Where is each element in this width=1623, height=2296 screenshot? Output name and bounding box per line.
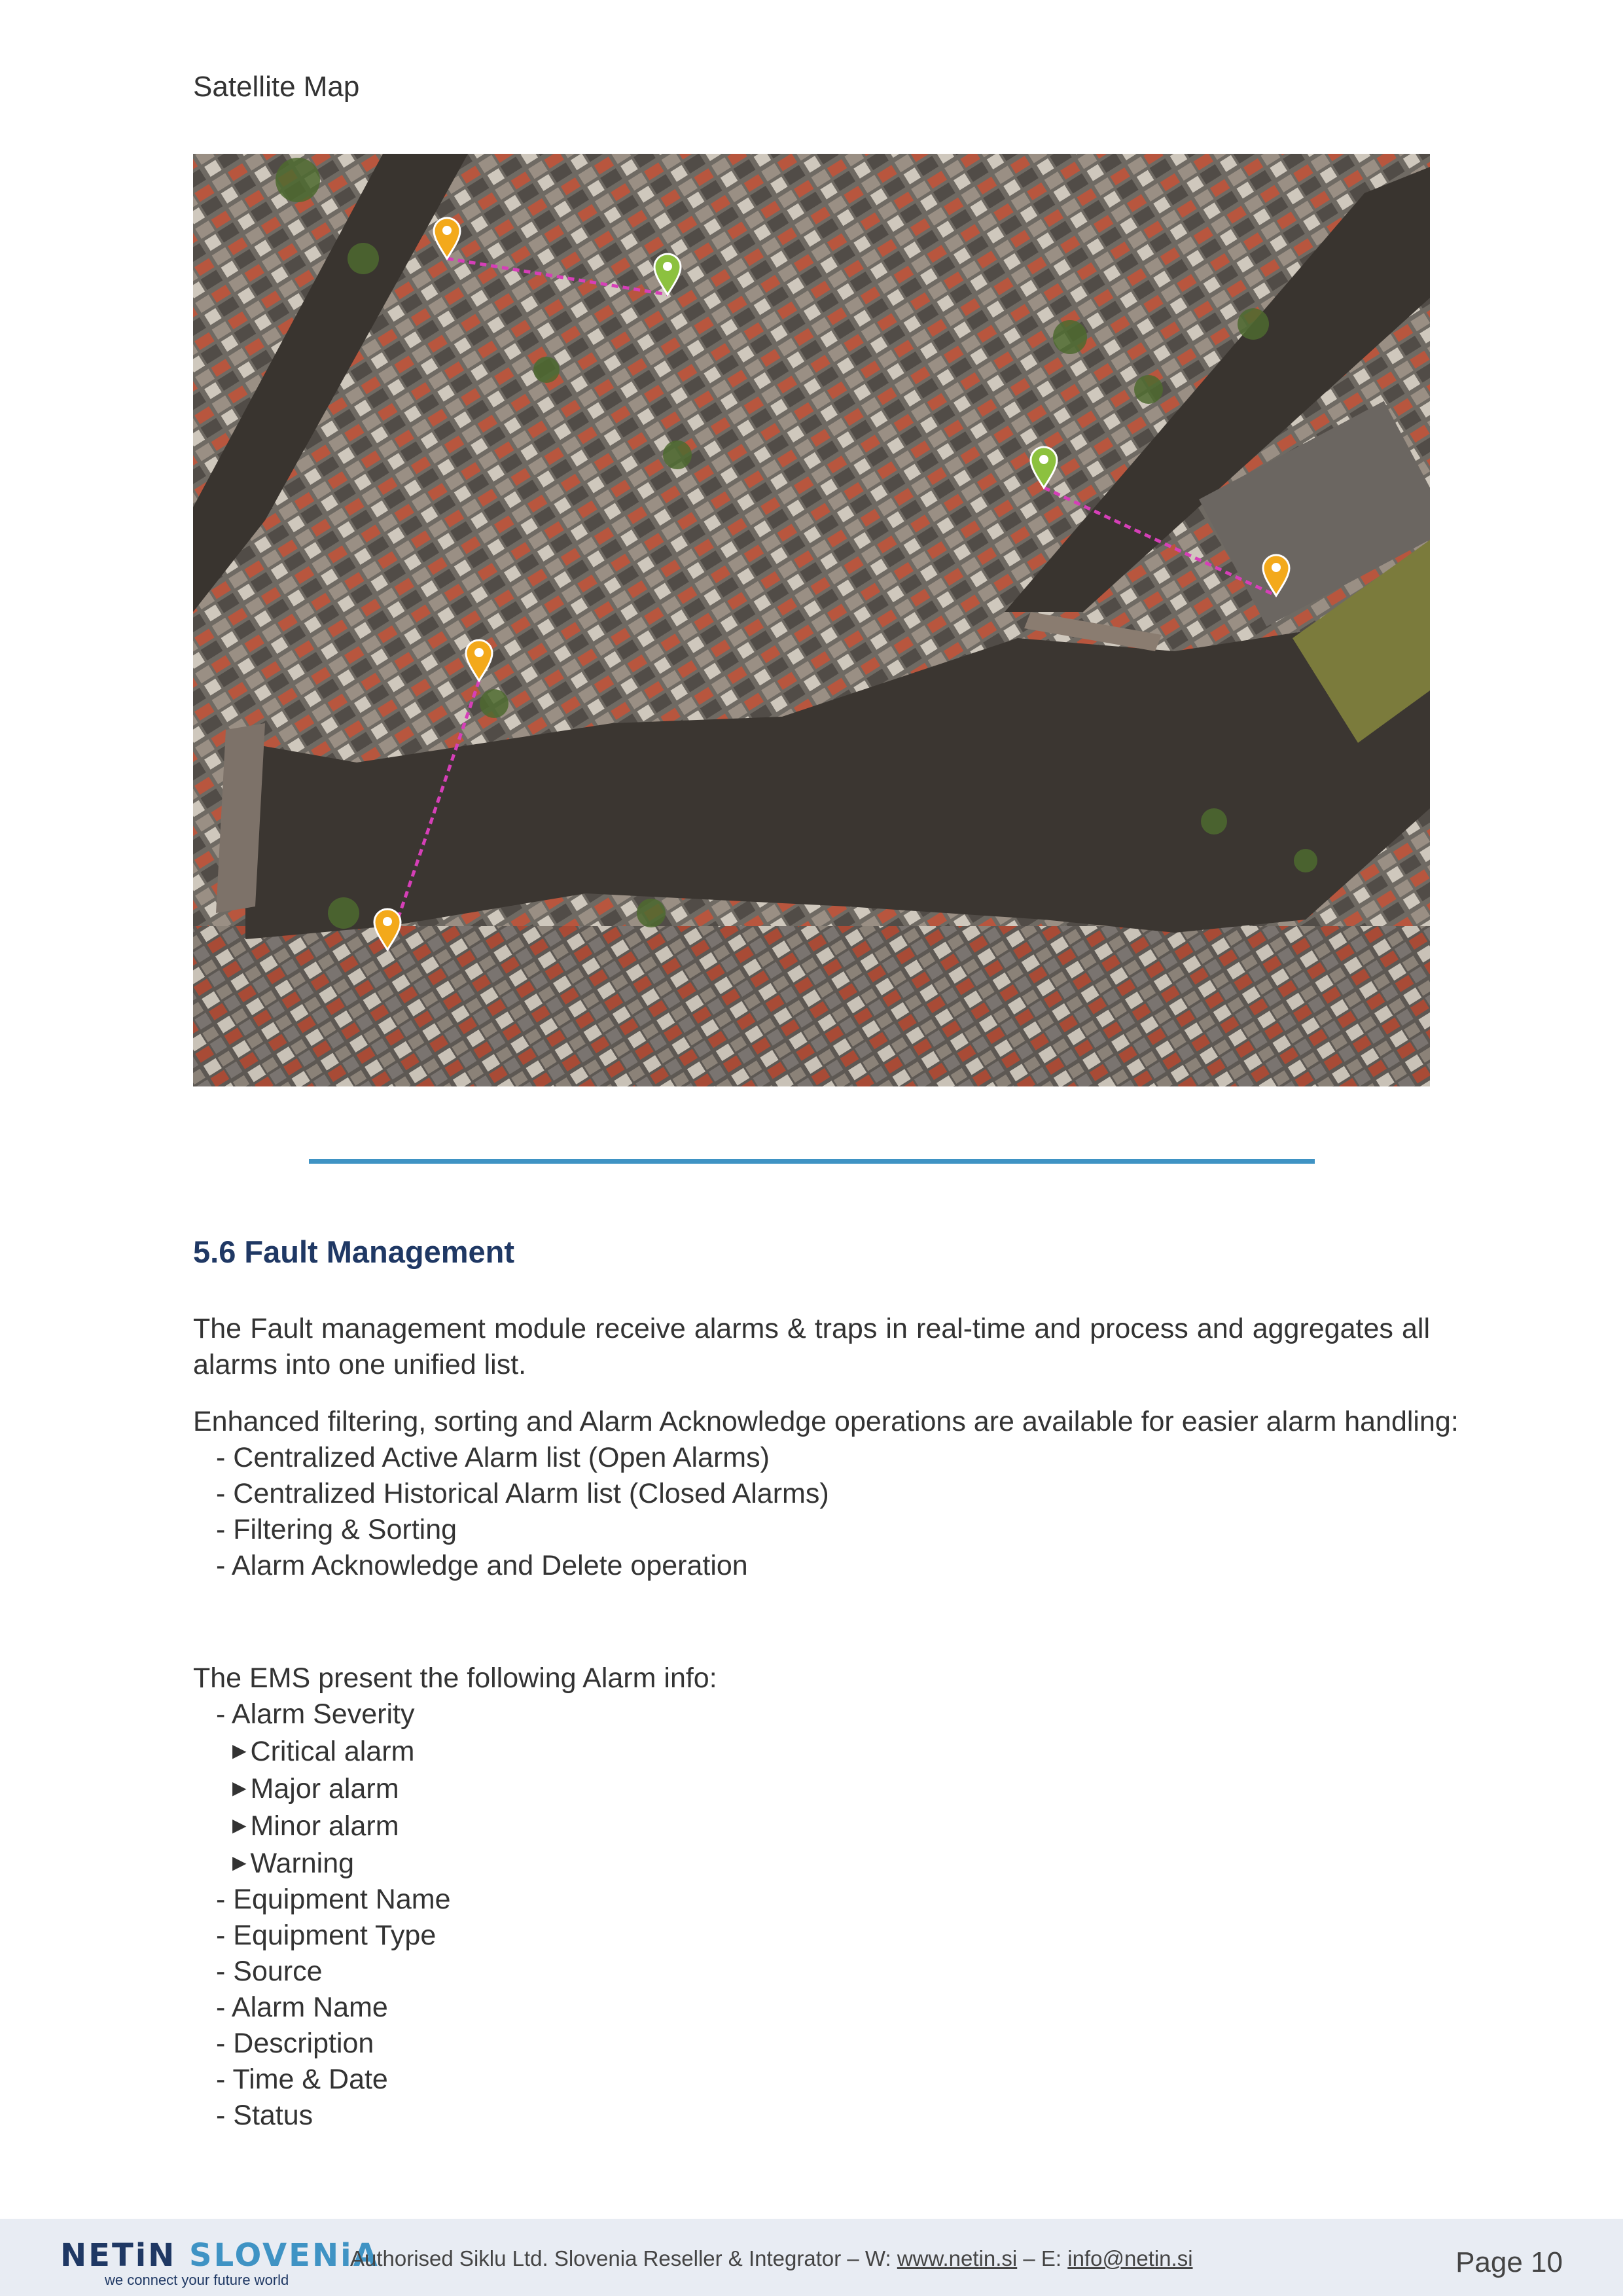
info-item: - Status [216, 2100, 313, 2131]
severity-label: - Alarm Severity [216, 1698, 415, 1730]
severity-text: Minor alarm [250, 1810, 399, 1842]
info-item: - Source [216, 1956, 323, 1987]
info-item: - Description [216, 2028, 374, 2059]
email-link[interactable]: info@netin.si [1067, 2246, 1193, 2270]
info-item: - Equipment Type [216, 1920, 437, 1951]
netin-logo [60, 2238, 380, 2288]
triangle-bullet-icon: ▶ [232, 1778, 247, 1798]
website-link[interactable]: www.netin.si [897, 2246, 1018, 2270]
severity-item [193, 1807, 1430, 1844]
feature-item: - Centralized Active Alarm list (Open Alarms) [216, 1442, 770, 1473]
page-caption: Satellite Map [193, 71, 360, 103]
triangle-bullet-icon: ▶ [232, 1740, 247, 1761]
footer-mid: – E: [1017, 2246, 1068, 2270]
triangle-bullet-icon: ▶ [232, 1852, 247, 1873]
satellite-map[interactable] [193, 154, 1430, 1086]
info-item: - Alarm Name [216, 1992, 388, 2023]
severity-text: Critical alarm [250, 1736, 415, 1767]
severity-item [193, 1732, 1430, 1770]
features-block [193, 1404, 1459, 1584]
map-south-blocks [193, 926, 1430, 1086]
page-number: Page 10 [1455, 2246, 1563, 2278]
logo-tagline: we connect your future world [105, 2272, 289, 2288]
footer-prefix: Authorised Siklu Ltd. Slovenia Reseller & Integrator – W: [350, 2246, 897, 2270]
features-intro: Enhanced filtering, sorting and Alarm Acknowledge operations are available for easier alarm handling: [193, 1406, 1459, 1437]
footer-text [350, 2246, 1193, 2271]
severity-text: Warning [250, 1848, 355, 1879]
page-footer [0, 2219, 1623, 2296]
section-divider [309, 1159, 1315, 1164]
info-item: - Equipment Name [216, 1884, 451, 1915]
info-item: - Time & Date [216, 2064, 388, 2095]
feature-item: - Filtering & Sorting [216, 1514, 457, 1545]
satellite-map-image [193, 154, 1430, 1086]
feature-item: - Centralized Historical Alarm list (Closed Alarms) [216, 1478, 829, 1509]
feature-item: - Alarm Acknowledge and Delete operation [216, 1550, 748, 1581]
ems-intro: The EMS present the following Alarm info: [193, 1662, 717, 1694]
severity-item [193, 1844, 1430, 1882]
intro-paragraph: The Fault management module receive alarms & traps in real-time and process and aggregates all alarms into one unified list. [193, 1313, 1430, 1380]
triangle-bullet-icon: ▶ [232, 1815, 247, 1835]
severity-text: Major alarm [250, 1773, 399, 1804]
section-title: 5.6 Fault Management [193, 1234, 514, 1269]
severity-item [193, 1770, 1430, 1807]
logo-slovenia: SLOVENiA [189, 2237, 380, 2274]
ems-info-block [193, 1660, 1430, 2134]
logo-netin: NETiN [60, 2237, 177, 2274]
